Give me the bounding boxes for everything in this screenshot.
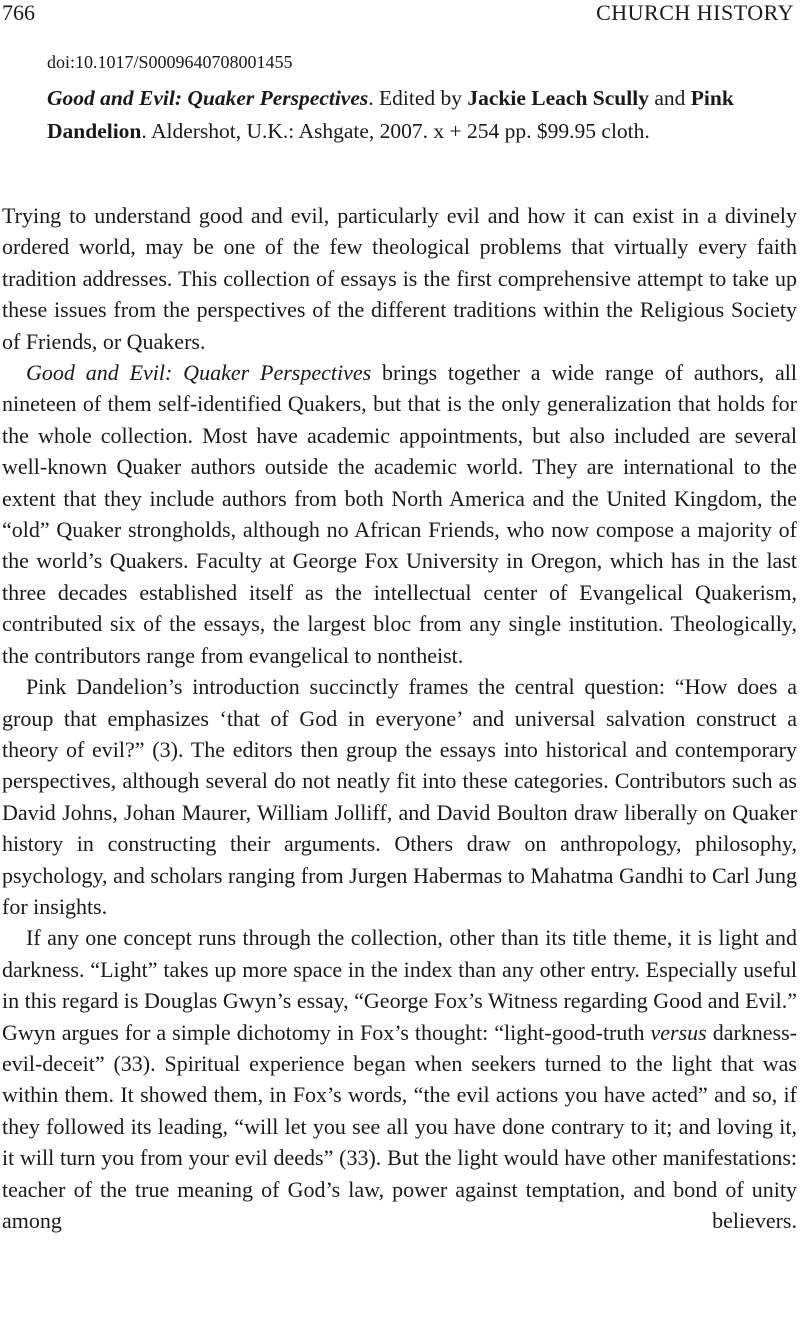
citation-edited-by: . Edited by [368, 86, 468, 110]
review-body [0, 200, 797, 1236]
paragraph-2-text: brings together a wide range of authors, all nineteen of them self-identified Quakers, but that is the only generalization that holds for the whole collection. Most have academic appointments, but also included are several well-known Quaker authors outside the academic world. They are international to the extent that they include authors from both North America and the United Kingdom, the “old” Quaker strongholds, although no African Friends, who now compose a majority of the world’s Quakers. Faculty at George Fox University in Oregon, which has in the last three decades established itself as the intellectual center of Evangelical Quakerism, contributed six of the essays, the largest bloc from any single institution. Theologically, the contributors range from evangelical to nontheist. [2, 360, 798, 668]
paragraph-3: Pink Dandelion’s introduction succinctly frames the central question: “How does a group that emphasizes ‘that of God in everyone’ and universal salvation construct a theory of evil?” (3). The editors then group the essays into historical and contemporary perspectives, although several do not neatly fit into these categories. Contributors such as David Johns, Johan Maurer, William Jolliff, and David Boulton draw liberally on Quaker history in constructing their arguments. Others draw on anthropology, philosophy, psychology, and scholars ranging from Jurgen Habermas to Mahatma Gandhi to Carl Jung for insights. [2, 674, 797, 919]
page-number: 766 [2, 0, 35, 25]
paragraph-2-book-title: Good and Evil: Quaker Perspectives [26, 360, 372, 386]
journal-title: CHURCH HISTORY [596, 0, 794, 25]
publication-details: . Aldershot, U.K.: Ashgate, 2007. x + 254 pp. $99.95 cloth. [141, 119, 650, 143]
paragraph-4-text-end: darkness-evil-deceit” (33). Spiritual experience began when seekers turned to the light that was within them. It showed them, in Fox’s words, “the evil actions you have acted” and so, if they followed its leading, “will let you see all you have done contrary to it; and loving it, it will turn you from your evil deeds” (33). But the light would have other manifestations: teacher of the true meaning of God’s law, power against temptation, and bond of unity among believers. [2, 1019, 797, 1233]
editor-name-1: Jackie Leach Scully [467, 86, 649, 110]
book-title: Good and Evil: Quaker Perspectives [47, 86, 369, 110]
paragraph-2 [2, 357, 797, 671]
editor-name-2: Pink Dandelion [47, 86, 734, 143]
running-header [0, 0, 797, 30]
paragraph-4-versus: versus [650, 1019, 707, 1045]
doi: doi:10.1017/S0009640708001455 [47, 52, 293, 72]
citation-and: and [648, 86, 691, 110]
paragraph-4 [2, 922, 797, 1236]
paragraph-4-text-start: If any one concept runs through the collection, other than its title theme, it is light and darkness. “Light” takes up more space in the index than any other entry. Especially useful in this regard is Douglas Gwyn’s essay, “George Fox’s Witness regarding Good and Evil.” Gwyn argues for a simple dichotomy in Fox’s thought: “light-good-truth [2, 925, 797, 1045]
book-citation [47, 82, 767, 148]
paragraph-1: Trying to understand good and evil, particularly evil and how it can exist in a divinely ordered world, may be one of the few theological problems that virtually every faith tradition addresses. This collection of essays is the first comprehensive attempt to take up these issues from the perspectives of the different traditions within the Religious Society of Friends, or Quakers. [2, 203, 797, 354]
review-heading [0, 50, 797, 148]
